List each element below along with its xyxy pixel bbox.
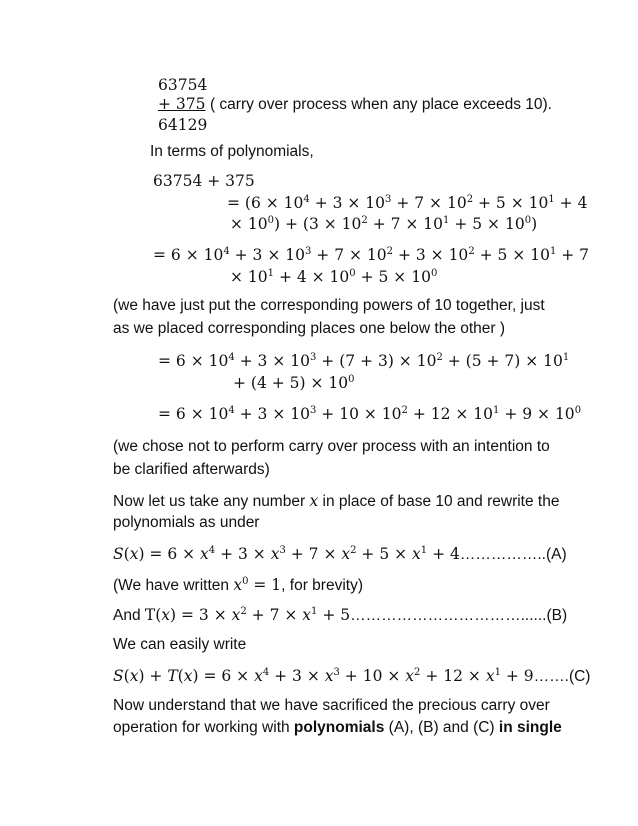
brevity-b: , for brevity)	[281, 577, 363, 594]
final-2b: polynomials	[293, 719, 385, 736]
addition-result: 64129	[158, 116, 208, 134]
easily-text: We can easily write	[113, 636, 247, 653]
carry-note-2: be clarified afterwards)	[113, 461, 270, 478]
eq3-line1: = $6 \times 10^4 + 3 \times 10^3 + (7 + 3) \times 10^2 + (5 + 7) \times 10^1$	[158, 352, 570, 370]
poly-b-label: ……………………………......(B)	[350, 607, 568, 624]
final-2a: operation for working with	[113, 719, 294, 736]
eq1-line2: × $10^0) + (3 \times 10^2 + 7 \times 10^1 + 5 \times 10^0)$	[230, 215, 538, 233]
addend-top: 63754	[158, 76, 208, 94]
eq2-line1: = $6 \times 10^4 + 3 \times 10^3 + 7 \times 10^2 + 3 \times 10^2 + 5 \times 10^1 + 7$	[153, 246, 590, 264]
poly-a-label: ……………..(A)	[459, 546, 567, 563]
brevity-a: (We have written	[113, 577, 234, 594]
polynomials-line: polynomials as under	[113, 514, 260, 531]
base-x-a: Now let us take any number	[113, 493, 310, 510]
eq2-line2: × $10^1 + 4 \times 10^0 + 5 \times 10^0$	[230, 268, 438, 286]
poly-b: And $T(x) = 3 \times x^2 + 7 \times x^1$ + 5……………………………......(B)	[113, 606, 568, 624]
eq4-line: = $6 \times 10^4 + 3 \times 10^3 + 10 \times 10^2 + 12 \times 10^1 + 9 \times 10^0$	[158, 405, 582, 423]
eq1-lhs: 63754 + 375	[153, 172, 255, 190]
powers-note-1: (we have just put the corresponding powers of 10 together, just	[113, 297, 545, 314]
eq3-line2: + $(4 + 5) \times 10^0$	[233, 374, 355, 392]
addend-line	[158, 95, 552, 114]
base-x-b: in place of base 10 and rewrite the	[318, 493, 560, 510]
addend-second: + 375	[158, 95, 206, 113]
poly-a: $S(x) = 6 \times x^4 + 3 \times x^3 + 7 \times x^2 + 5 \times x^1$ + 4……………..(A)	[113, 545, 567, 563]
poly-c: $S(x) + T(x) = 6 \times x^4 + 3 \times x^3 + 10 \times x^2 + 12 \times x^1$ + 9…….(C)	[113, 667, 591, 685]
final-line-2	[113, 719, 562, 737]
intro-text: In terms of polynomials,	[150, 143, 314, 160]
final-line-1: Now understand that we have sacrificed the precious carry over	[113, 697, 550, 714]
and-word: And	[113, 607, 145, 624]
base-x-line: Now let us take any number x in place of base 10 and rewrite the	[113, 492, 560, 510]
carry-note-1: (we chose not to perform carry over process with an intention to	[113, 438, 550, 455]
final-2c: (A), (B) and (C)	[384, 719, 499, 736]
powers-note-2: as we placed corresponding places one below the other )	[113, 320, 506, 337]
eq1-line1: = ($6 \times 10^4 + 3 \times 10^3 + 7 \times 10^2 + 5 \times 10^1 + 4$	[227, 194, 588, 212]
poly-c-label: …….(C)	[533, 668, 591, 685]
final-2d: in single	[498, 719, 562, 736]
brevity-note: (We have written $x^0 = 1$, for brevity)	[113, 576, 363, 594]
carry-note: ( carry over process when any place exceeds 10).	[209, 96, 552, 113]
